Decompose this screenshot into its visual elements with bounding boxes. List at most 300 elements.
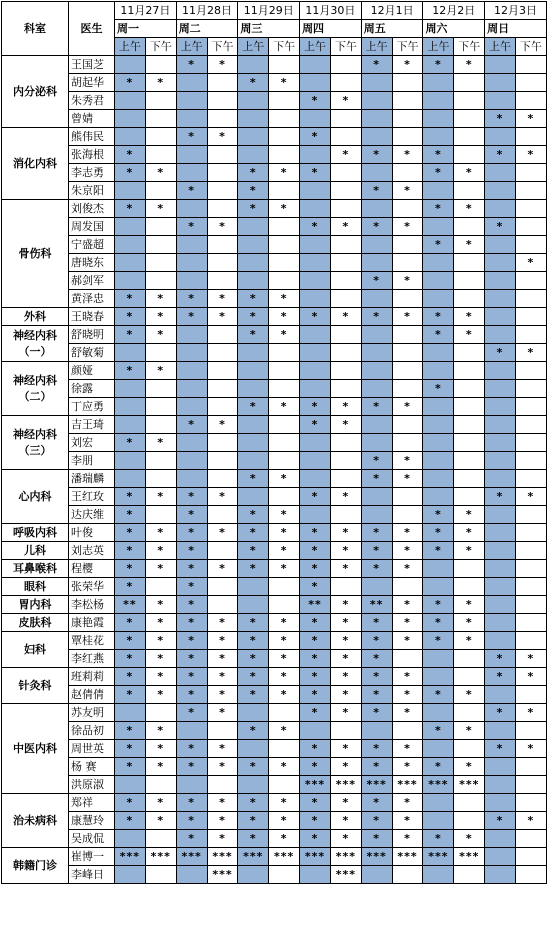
table-row bbox=[2, 236, 547, 254]
schedule-slot: * bbox=[454, 308, 485, 326]
schedule-slot: * bbox=[145, 794, 176, 812]
header-am: 上午 bbox=[115, 38, 146, 56]
schedule-slot bbox=[300, 146, 331, 164]
schedule-slot bbox=[115, 452, 146, 470]
schedule-slot: * bbox=[361, 794, 392, 812]
schedule-slot bbox=[207, 362, 238, 380]
doctor-name: 达庆维 bbox=[69, 506, 115, 524]
schedule-slot bbox=[238, 344, 269, 362]
schedule-slot: * bbox=[454, 524, 485, 542]
schedule-slot bbox=[207, 722, 238, 740]
schedule-slot: * bbox=[238, 506, 269, 524]
schedule-slot bbox=[515, 308, 546, 326]
schedule-slot: * bbox=[269, 506, 300, 524]
schedule-slot: * bbox=[330, 812, 361, 830]
schedule-slot bbox=[392, 866, 423, 884]
schedule-slot bbox=[454, 866, 485, 884]
schedule-slot bbox=[423, 254, 454, 272]
schedule-slot: * bbox=[361, 704, 392, 722]
schedule-slot: * bbox=[330, 542, 361, 560]
schedule-slot bbox=[176, 272, 207, 290]
schedule-slot: * bbox=[145, 74, 176, 92]
schedule-slot bbox=[207, 326, 238, 344]
department-name: 心内科 bbox=[2, 470, 69, 524]
schedule-slot: * bbox=[423, 542, 454, 560]
schedule-slot: * bbox=[392, 686, 423, 704]
schedule-slot bbox=[454, 488, 485, 506]
schedule-slot bbox=[515, 722, 546, 740]
schedule-slot: * bbox=[207, 218, 238, 236]
schedule-slot: * bbox=[238, 614, 269, 632]
schedule-slot bbox=[238, 434, 269, 452]
schedule-slot: * bbox=[423, 632, 454, 650]
schedule-slot bbox=[269, 56, 300, 74]
doctor-name: 洪原淑 bbox=[69, 776, 115, 794]
schedule-slot: * bbox=[485, 704, 516, 722]
header-am: 上午 bbox=[485, 38, 516, 56]
schedule-slot bbox=[392, 110, 423, 128]
schedule-slot: * bbox=[115, 146, 146, 164]
schedule-slot: * bbox=[145, 740, 176, 758]
department-name: 外科 bbox=[2, 308, 69, 326]
schedule-slot: * bbox=[515, 488, 546, 506]
schedule-slot bbox=[238, 218, 269, 236]
schedule-slot bbox=[485, 506, 516, 524]
schedule-slot: * bbox=[145, 632, 176, 650]
schedule-slot bbox=[145, 146, 176, 164]
schedule-slot bbox=[423, 794, 454, 812]
schedule-slot bbox=[300, 74, 331, 92]
schedule-slot bbox=[145, 182, 176, 200]
doctor-name: 朱京阳 bbox=[69, 182, 115, 200]
schedule-slot: * bbox=[515, 740, 546, 758]
schedule-slot bbox=[485, 758, 516, 776]
schedule-slot: * bbox=[361, 686, 392, 704]
schedule-slot: * bbox=[392, 632, 423, 650]
schedule-slot bbox=[207, 200, 238, 218]
schedule-slot bbox=[207, 236, 238, 254]
header-am: 上午 bbox=[361, 38, 392, 56]
schedule-slot: * bbox=[176, 542, 207, 560]
department-name: 骨伤科 bbox=[2, 200, 69, 308]
schedule-slot: *** bbox=[361, 848, 392, 866]
schedule-slot bbox=[454, 398, 485, 416]
schedule-slot bbox=[423, 578, 454, 596]
schedule-slot bbox=[176, 74, 207, 92]
schedule-slot bbox=[330, 452, 361, 470]
schedule-slot: * bbox=[176, 308, 207, 326]
schedule-slot bbox=[515, 92, 546, 110]
schedule-slot bbox=[176, 470, 207, 488]
schedule-slot bbox=[300, 236, 331, 254]
schedule-slot: * bbox=[300, 812, 331, 830]
schedule-slot bbox=[330, 434, 361, 452]
schedule-slot bbox=[300, 362, 331, 380]
schedule-slot: * bbox=[115, 308, 146, 326]
doctor-name: 王晓春 bbox=[69, 308, 115, 326]
doctor-name: 覃桂花 bbox=[69, 632, 115, 650]
header-am: 上午 bbox=[238, 38, 269, 56]
schedule-slot bbox=[392, 488, 423, 506]
schedule-slot bbox=[515, 470, 546, 488]
schedule-slot bbox=[330, 380, 361, 398]
department-name: 胃内科 bbox=[2, 596, 69, 614]
schedule-slot bbox=[115, 56, 146, 74]
table-row bbox=[2, 380, 547, 398]
schedule-slot bbox=[269, 434, 300, 452]
schedule-slot: * bbox=[115, 434, 146, 452]
schedule-slot: * bbox=[330, 398, 361, 416]
department-name: 中医内科 bbox=[2, 704, 69, 794]
schedule-slot: * bbox=[115, 650, 146, 668]
department-name: 耳鼻喉科 bbox=[2, 560, 69, 578]
schedule-slot bbox=[485, 182, 516, 200]
schedule-slot: * bbox=[330, 218, 361, 236]
schedule-slot bbox=[238, 236, 269, 254]
schedule-slot: * bbox=[207, 794, 238, 812]
schedule-slot: * bbox=[515, 344, 546, 362]
doctor-name: 郝剑军 bbox=[69, 272, 115, 290]
schedule-slot bbox=[515, 128, 546, 146]
schedule-slot bbox=[485, 470, 516, 488]
schedule-slot bbox=[300, 290, 331, 308]
schedule-slot: *** bbox=[392, 848, 423, 866]
schedule-slot: * bbox=[115, 488, 146, 506]
schedule-slot: * bbox=[115, 668, 146, 686]
schedule-slot: * bbox=[300, 578, 331, 596]
table-row bbox=[2, 218, 547, 236]
schedule-slot bbox=[238, 452, 269, 470]
schedule-slot bbox=[145, 704, 176, 722]
schedule-slot: * bbox=[330, 794, 361, 812]
schedule-slot bbox=[485, 290, 516, 308]
schedule-slot bbox=[454, 146, 485, 164]
schedule-slot: ** bbox=[300, 596, 331, 614]
schedule-slot bbox=[269, 704, 300, 722]
schedule-slot: * bbox=[238, 308, 269, 326]
schedule-slot bbox=[392, 290, 423, 308]
schedule-slot bbox=[485, 56, 516, 74]
doctor-name: 黄泽忠 bbox=[69, 290, 115, 308]
schedule-slot bbox=[515, 560, 546, 578]
schedule-slot bbox=[392, 236, 423, 254]
schedule-slot bbox=[454, 668, 485, 686]
schedule-slot: * bbox=[423, 200, 454, 218]
schedule-slot: * bbox=[115, 326, 146, 344]
schedule-slot bbox=[361, 200, 392, 218]
schedule-slot: * bbox=[300, 524, 331, 542]
schedule-slot bbox=[454, 452, 485, 470]
schedule-slot bbox=[485, 200, 516, 218]
schedule-slot: * bbox=[392, 668, 423, 686]
schedule-slot: * bbox=[423, 524, 454, 542]
schedule-slot bbox=[300, 200, 331, 218]
schedule-slot bbox=[454, 128, 485, 146]
doctor-name: 王国芝 bbox=[69, 56, 115, 74]
table-row bbox=[2, 560, 547, 578]
schedule-slot: * bbox=[454, 326, 485, 344]
schedule-slot: * bbox=[207, 704, 238, 722]
schedule-slot bbox=[269, 488, 300, 506]
schedule-slot bbox=[207, 254, 238, 272]
schedule-slot: * bbox=[361, 632, 392, 650]
schedule-slot: * bbox=[238, 686, 269, 704]
schedule-slot bbox=[392, 326, 423, 344]
schedule-slot bbox=[361, 254, 392, 272]
schedule-slot: * bbox=[330, 686, 361, 704]
schedule-slot bbox=[238, 272, 269, 290]
schedule-slot: * bbox=[485, 146, 516, 164]
schedule-slot bbox=[361, 326, 392, 344]
schedule-slot bbox=[454, 794, 485, 812]
schedule-slot bbox=[300, 470, 331, 488]
table-row bbox=[2, 542, 547, 560]
schedule-slot bbox=[300, 344, 331, 362]
schedule-slot: * bbox=[485, 110, 516, 128]
schedule-slot bbox=[485, 614, 516, 632]
schedule-slot bbox=[454, 74, 485, 92]
schedule-slot bbox=[176, 776, 207, 794]
schedule-slot bbox=[515, 362, 546, 380]
schedule-slot: * bbox=[300, 416, 331, 434]
doctor-name: 赵倩倩 bbox=[69, 686, 115, 704]
schedule-slot: * bbox=[485, 488, 516, 506]
schedule-slot bbox=[300, 326, 331, 344]
schedule-slot bbox=[361, 416, 392, 434]
schedule-slot bbox=[269, 272, 300, 290]
schedule-slot bbox=[300, 182, 331, 200]
header-pm: 下午 bbox=[330, 38, 361, 56]
schedule-slot bbox=[145, 344, 176, 362]
schedule-slot bbox=[145, 128, 176, 146]
schedule-slot bbox=[361, 434, 392, 452]
schedule-slot: * bbox=[269, 542, 300, 560]
schedule-slot bbox=[485, 398, 516, 416]
schedule-slot bbox=[392, 650, 423, 668]
schedule-slot: * bbox=[176, 758, 207, 776]
schedule-slot: * bbox=[392, 272, 423, 290]
schedule-slot: * bbox=[269, 830, 300, 848]
schedule-body bbox=[2, 2, 547, 884]
header-weekday: 周三 bbox=[238, 20, 300, 38]
schedule-slot bbox=[423, 650, 454, 668]
schedule-slot bbox=[238, 704, 269, 722]
doctor-name: 舒敏菊 bbox=[69, 344, 115, 362]
schedule-slot bbox=[238, 740, 269, 758]
schedule-slot bbox=[145, 416, 176, 434]
schedule-slot: * bbox=[423, 506, 454, 524]
schedule-slot: * bbox=[423, 380, 454, 398]
header-pm: 下午 bbox=[145, 38, 176, 56]
schedule-slot: * bbox=[361, 398, 392, 416]
department-name: 韩籍门诊 bbox=[2, 848, 69, 884]
schedule-slot: * bbox=[423, 722, 454, 740]
schedule-slot: * bbox=[145, 722, 176, 740]
schedule-slot: * bbox=[269, 326, 300, 344]
schedule-slot: * bbox=[361, 614, 392, 632]
header-weekday: 周五 bbox=[361, 20, 423, 38]
department-name: 儿科 bbox=[2, 542, 69, 560]
schedule-slot: * bbox=[269, 758, 300, 776]
schedule-slot: * bbox=[485, 812, 516, 830]
schedule-slot: * bbox=[145, 686, 176, 704]
schedule-slot bbox=[515, 218, 546, 236]
schedule-slot: * bbox=[145, 542, 176, 560]
schedule-slot: * bbox=[361, 308, 392, 326]
schedule-slot: * bbox=[454, 632, 485, 650]
header-pm: 下午 bbox=[269, 38, 300, 56]
doctor-name: 班莉莉 bbox=[69, 668, 115, 686]
schedule-slot bbox=[454, 92, 485, 110]
schedule-slot bbox=[176, 200, 207, 218]
schedule-slot bbox=[145, 452, 176, 470]
schedule-slot: * bbox=[392, 830, 423, 848]
department-name: 妇科 bbox=[2, 632, 69, 668]
department-name: 内分泌科 bbox=[2, 56, 69, 128]
schedule-slot: * bbox=[115, 812, 146, 830]
schedule-slot bbox=[145, 830, 176, 848]
schedule-slot: * bbox=[392, 524, 423, 542]
schedule-slot: *** bbox=[145, 848, 176, 866]
schedule-slot: *** bbox=[330, 848, 361, 866]
schedule-slot: * bbox=[300, 830, 331, 848]
schedule-slot: * bbox=[330, 308, 361, 326]
schedule-slot bbox=[269, 182, 300, 200]
schedule-slot bbox=[392, 92, 423, 110]
schedule-slot: * bbox=[515, 110, 546, 128]
schedule-slot bbox=[454, 344, 485, 362]
schedule-slot: * bbox=[454, 236, 485, 254]
schedule-slot bbox=[145, 56, 176, 74]
schedule-slot: * bbox=[392, 614, 423, 632]
table-row bbox=[2, 182, 547, 200]
schedule-slot bbox=[361, 488, 392, 506]
schedule-slot bbox=[176, 866, 207, 884]
schedule-slot bbox=[269, 416, 300, 434]
schedule-slot bbox=[454, 110, 485, 128]
schedule-slot bbox=[238, 92, 269, 110]
table-row bbox=[2, 326, 547, 344]
schedule-slot: * bbox=[392, 596, 423, 614]
schedule-slot bbox=[269, 218, 300, 236]
schedule-slot: * bbox=[176, 650, 207, 668]
schedule-slot: * bbox=[269, 686, 300, 704]
header-am: 上午 bbox=[423, 38, 454, 56]
schedule-slot: * bbox=[176, 56, 207, 74]
schedule-slot: * bbox=[207, 128, 238, 146]
department-name: 治未病科 bbox=[2, 794, 69, 848]
schedule-slot bbox=[515, 200, 546, 218]
schedule-slot bbox=[269, 362, 300, 380]
schedule-slot bbox=[145, 110, 176, 128]
schedule-slot bbox=[361, 344, 392, 362]
schedule-slot: * bbox=[515, 146, 546, 164]
schedule-slot: * bbox=[361, 668, 392, 686]
schedule-slot bbox=[454, 740, 485, 758]
schedule-slot: * bbox=[176, 506, 207, 524]
schedule-slot: * bbox=[115, 200, 146, 218]
schedule-slot: *** bbox=[392, 776, 423, 794]
schedule-slot: * bbox=[392, 794, 423, 812]
table-row bbox=[2, 74, 547, 92]
schedule-slot: *** bbox=[423, 848, 454, 866]
schedule-slot: * bbox=[207, 632, 238, 650]
schedule-slot: * bbox=[330, 740, 361, 758]
schedule-slot: * bbox=[207, 758, 238, 776]
schedule-slot: * bbox=[176, 740, 207, 758]
schedule-slot: * bbox=[207, 308, 238, 326]
schedule-slot bbox=[485, 416, 516, 434]
schedule-slot bbox=[207, 578, 238, 596]
table-row bbox=[2, 308, 547, 326]
schedule-slot bbox=[423, 740, 454, 758]
doctor-name: 李朋 bbox=[69, 452, 115, 470]
schedule-slot: * bbox=[361, 146, 392, 164]
schedule-slot: * bbox=[392, 704, 423, 722]
doctor-name: 刘俊杰 bbox=[69, 200, 115, 218]
schedule-slot: * bbox=[330, 488, 361, 506]
department-name: 消化内科 bbox=[2, 128, 69, 200]
department-name: 神经内科（一） bbox=[2, 326, 69, 362]
schedule-slot: * bbox=[207, 650, 238, 668]
schedule-slot: * bbox=[423, 236, 454, 254]
schedule-slot: * bbox=[300, 668, 331, 686]
schedule-slot bbox=[392, 128, 423, 146]
schedule-slot: *** bbox=[176, 848, 207, 866]
schedule-slot bbox=[515, 524, 546, 542]
schedule-slot bbox=[207, 146, 238, 164]
schedule-slot bbox=[115, 128, 146, 146]
schedule-slot: * bbox=[361, 758, 392, 776]
schedule-slot: *** bbox=[330, 866, 361, 884]
table-row bbox=[2, 848, 547, 866]
schedule-slot bbox=[145, 776, 176, 794]
schedule-slot: * bbox=[330, 92, 361, 110]
schedule-slot: * bbox=[176, 812, 207, 830]
schedule-slot bbox=[485, 794, 516, 812]
schedule-slot: *** bbox=[330, 776, 361, 794]
schedule-slot bbox=[176, 434, 207, 452]
schedule-slot bbox=[145, 866, 176, 884]
schedule-slot: * bbox=[361, 812, 392, 830]
schedule-slot bbox=[423, 362, 454, 380]
schedule-slot: * bbox=[485, 344, 516, 362]
schedule-slot bbox=[238, 578, 269, 596]
schedule-slot bbox=[454, 254, 485, 272]
schedule-slot bbox=[115, 236, 146, 254]
table-row bbox=[2, 110, 547, 128]
table-row bbox=[2, 776, 547, 794]
schedule-slot: * bbox=[145, 812, 176, 830]
duty-schedule-table bbox=[1, 1, 547, 884]
schedule-slot: * bbox=[238, 830, 269, 848]
header-weekday: 周二 bbox=[176, 20, 238, 38]
schedule-slot bbox=[238, 416, 269, 434]
doctor-name: 周世英 bbox=[69, 740, 115, 758]
schedule-slot: * bbox=[361, 740, 392, 758]
doctor-name: 朱秀君 bbox=[69, 92, 115, 110]
schedule-slot bbox=[485, 326, 516, 344]
schedule-slot: * bbox=[300, 488, 331, 506]
schedule-slot: * bbox=[361, 650, 392, 668]
schedule-slot: * bbox=[238, 164, 269, 182]
schedule-slot bbox=[361, 506, 392, 524]
schedule-slot: * bbox=[145, 650, 176, 668]
schedule-slot bbox=[485, 848, 516, 866]
schedule-slot bbox=[300, 452, 331, 470]
schedule-slot bbox=[115, 110, 146, 128]
schedule-slot bbox=[269, 452, 300, 470]
